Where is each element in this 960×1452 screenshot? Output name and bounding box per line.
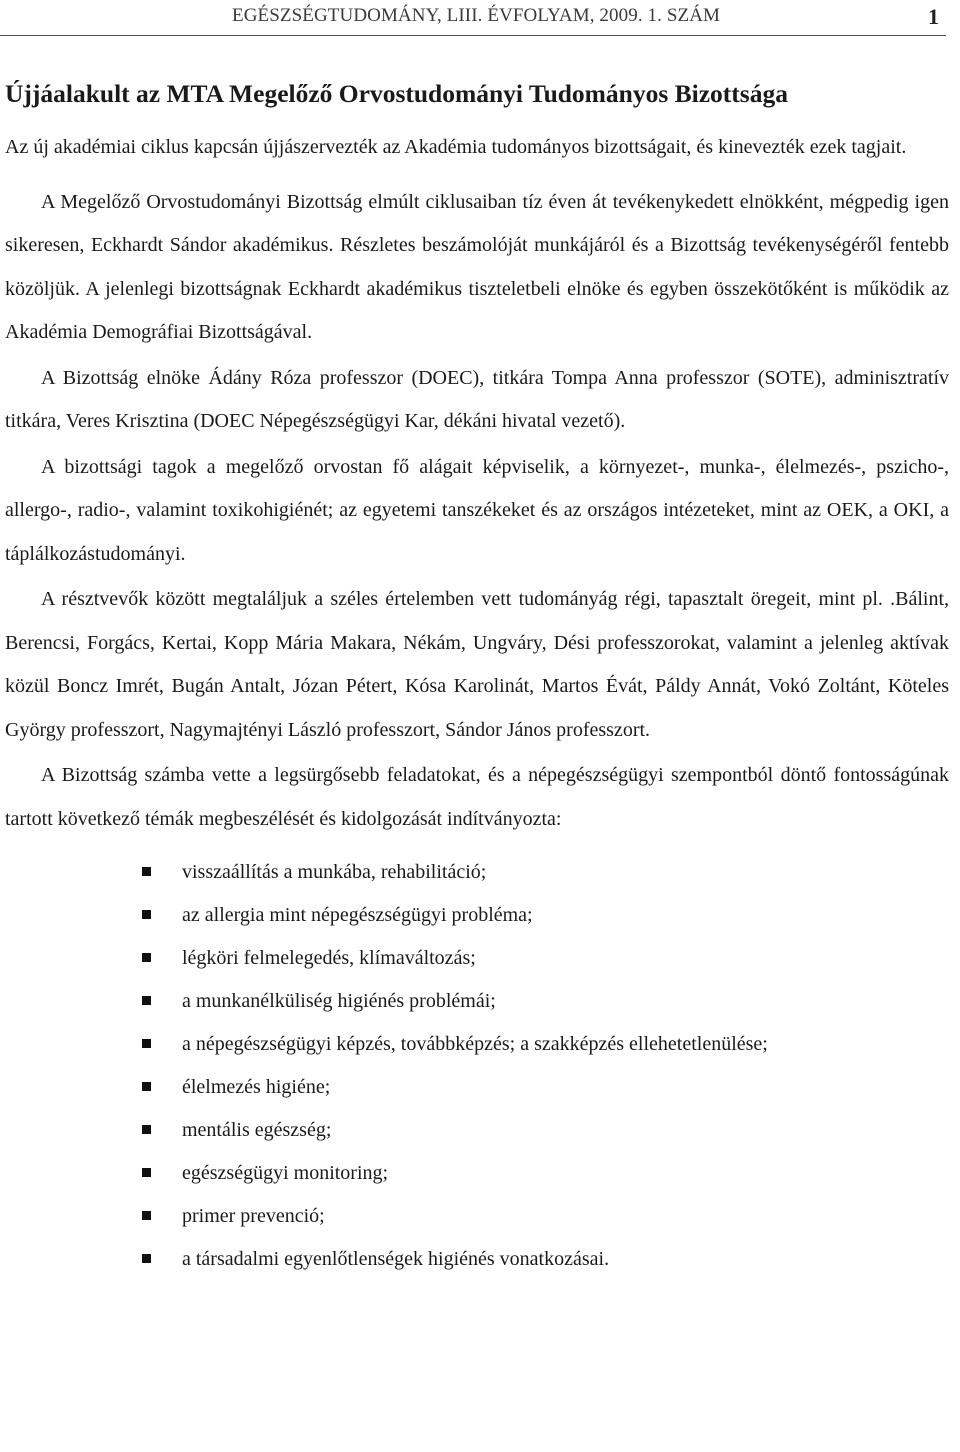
square-bullet-icon bbox=[142, 996, 151, 1005]
paragraph-officers: A Bizottság elnöke Ádány Róza professzor (DOEC), titkára Tompa Anna professzor (SOTE), adminisztratív titkára, Veres Krisztina (DOEC Népegészségügyi Kar, dékáni hivatal vezető). bbox=[5, 366, 949, 432]
paragraph-participants: A résztvevők között megtaláljuk a széles értelemben vett tudományág régi, tapasztalt öregeit, mint pl. .Bálint, Berencsi, Forgács, Kertai, Kopp Mária Makara, Nékám, Ungváry, Dési professzorokat, valamint a jelenleg aktívak közül Boncz Imrét, Bugán Antalt, Józan Pétert, Kósa Karolinát, Martos Évát, Páldy Annát, Vokó Zoltánt, Köteles György professzort, Nagymajtényi László professzort, Sándor János professzort. bbox=[5, 588, 949, 741]
list-item-text: visszaállítás a munkába, rehabilitáció; bbox=[182, 861, 487, 883]
page-number: 1 bbox=[928, 4, 939, 29]
list-item bbox=[5, 1109, 949, 1152]
list-item-text: mentális egészség; bbox=[182, 1119, 332, 1141]
list-item-text: élelmezés higiéne; bbox=[182, 1076, 331, 1098]
article-body bbox=[5, 72, 949, 1281]
paragraph-members-fields: A bizottsági tagok a megelőző orvostan fő alágait képviselik, a környezet-, munka-, élelmezés-, pszicho-, allergo-, radio-, valamint toxikohigiénét; az egyetemi tanszékeket és az országos intézeteket, mint az OEK, a OKI, a táplálkozástudományi. bbox=[5, 455, 949, 565]
list-item bbox=[5, 937, 949, 980]
list-item-text: primer prevenció; bbox=[182, 1205, 325, 1227]
square-bullet-icon bbox=[142, 953, 151, 962]
square-bullet-icon bbox=[142, 1039, 151, 1048]
list-item bbox=[5, 851, 949, 894]
intro-paragraph: Az új akadémiai ciklus kapcsán újjászervezték az Akadémia tudományos bizottságait, és kinevezték ezek tagjait. bbox=[5, 136, 907, 158]
list-item-text: az allergia mint népegészségügyi probléma; bbox=[182, 904, 533, 926]
square-bullet-icon bbox=[142, 1211, 151, 1220]
list-item-text: a népegészségügyi képzés, továbbképzés; a szakképzés ellehetetlenülése; bbox=[182, 1033, 768, 1055]
square-bullet-icon bbox=[142, 910, 151, 919]
square-bullet-icon bbox=[142, 1168, 151, 1177]
paragraph-tasks: A Bizottság számba vette a legsürgősebb feladatokat, és a népegészségügyi szempontból döntő fontosságúnak tartott következő témák megbeszélését és kidolgozását indítványozta: bbox=[5, 764, 949, 830]
list-item-text: a munkanélküliség higiénés problémái; bbox=[182, 990, 496, 1012]
list-item-text: egészségügyi monitoring; bbox=[182, 1162, 389, 1184]
list-item bbox=[5, 894, 949, 937]
paragraph-chairman-history: A Megelőző Orvostudományi Bizottság elmúlt ciklusaiban tíz éven át tevékenykedett elnökként, mégpedig igen sikeresen, Eckhardt Sándor akadémikus. Részletes beszámolóját munkájáról és a Bizottság tevékenységéről fentebb közöljük. A jelenlegi bizottságnak Eckhardt akadémikus tiszteletbeli elnöke és egyben összekötőként is működik az Akadémia Demográfiai Bizottságával. bbox=[5, 190, 949, 343]
list-item bbox=[5, 1023, 949, 1066]
list-item bbox=[5, 1195, 949, 1238]
square-bullet-icon bbox=[142, 1082, 151, 1091]
article-title: Újjáalakult az MTA Megelőző Orvostudományi Tudományos Bizottsága bbox=[5, 79, 788, 108]
list-item bbox=[5, 980, 949, 1023]
square-bullet-icon bbox=[142, 867, 151, 876]
topic-list bbox=[5, 851, 949, 1281]
list-item-text: légköri felmelegedés, klímaváltozás; bbox=[182, 947, 476, 969]
running-header bbox=[0, 0, 960, 40]
header-rule bbox=[0, 35, 946, 36]
journal-header: EGÉSZSÉGTUDOMÁNY, LIII. ÉVFOLYAM, 2009. 1. SZÁM bbox=[232, 5, 721, 26]
square-bullet-icon bbox=[142, 1254, 151, 1263]
square-bullet-icon bbox=[142, 1125, 151, 1134]
list-item bbox=[5, 1152, 949, 1195]
list-item bbox=[5, 1066, 949, 1109]
list-item bbox=[5, 1238, 949, 1281]
list-item-text: a társadalmi egyenlőtlenségek higiénés vonatkozásai. bbox=[182, 1248, 610, 1270]
